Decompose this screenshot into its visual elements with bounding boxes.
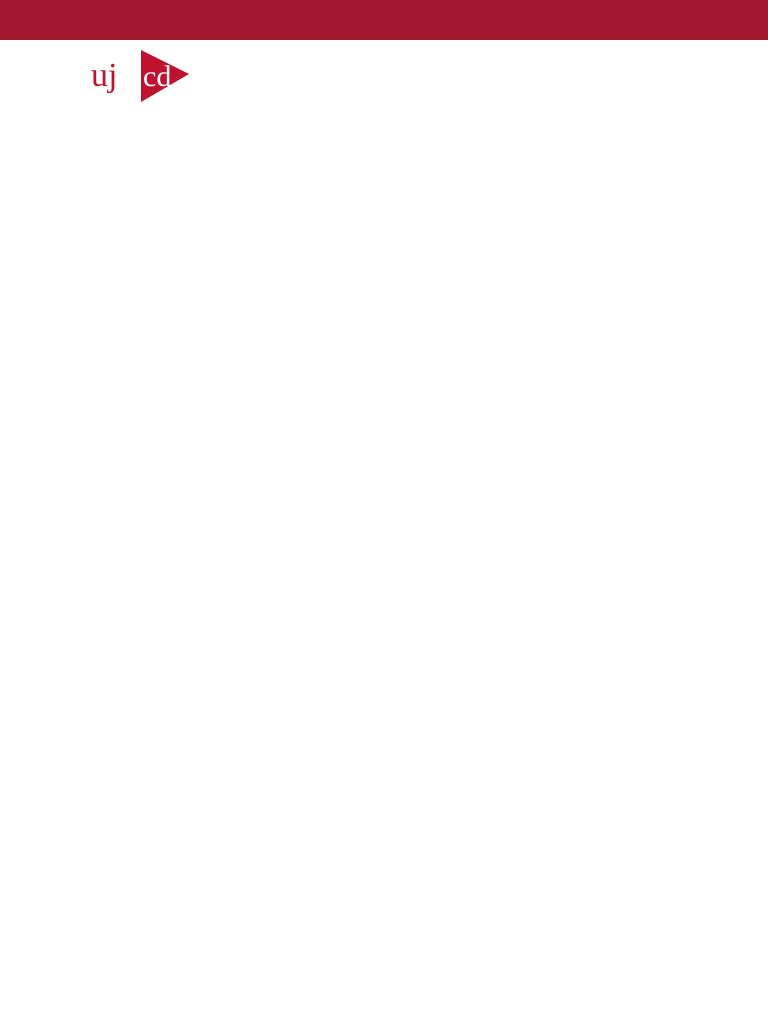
top-banner <box>0 0 768 40</box>
svg-text:uj: uj <box>91 57 118 94</box>
svg-text:cd: cd <box>143 60 172 93</box>
right-column <box>397 207 731 227</box>
left-column <box>37 207 371 217</box>
ujcd-logo <box>85 46 195 126</box>
ujcd-logo-mark <box>85 46 195 106</box>
